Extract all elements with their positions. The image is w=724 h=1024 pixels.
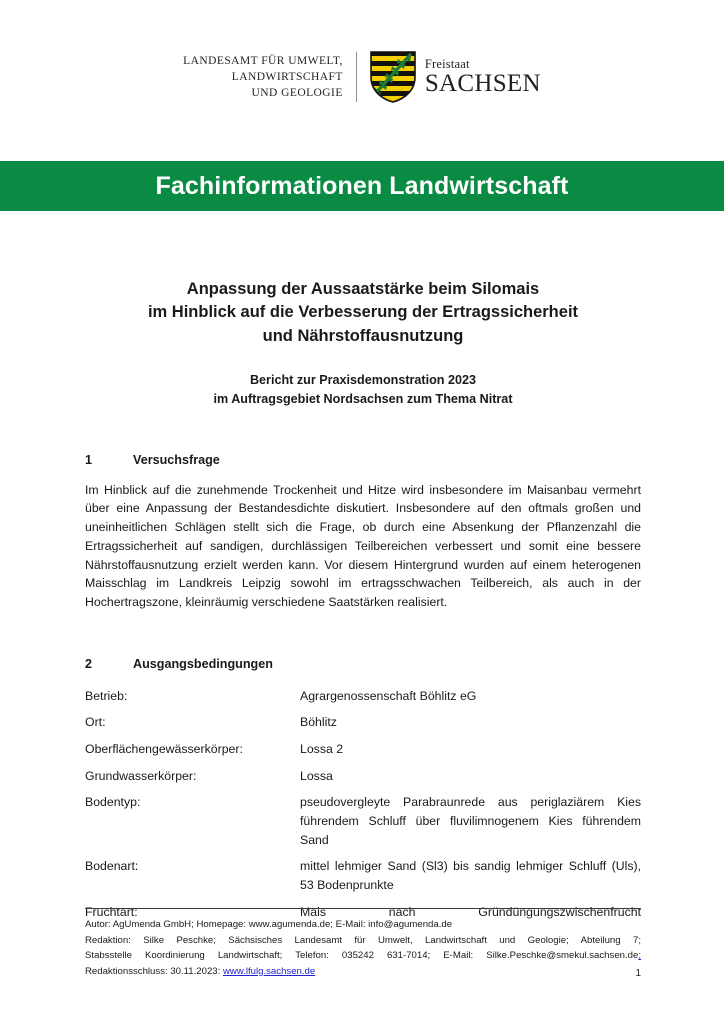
condition-value: mittel lehmiger Sand (Sl3) bis sandig lehmiger Schluff (Uls), 53 Bodenprunkte xyxy=(300,859,641,893)
condition-key: Bodenart: xyxy=(85,859,139,874)
condition-value: Agrargenossenschaft Böhlitz eG xyxy=(300,688,477,703)
conditions-list xyxy=(85,687,641,922)
wordmark-line-3: UND GEOLOGIE xyxy=(251,87,343,100)
footer-deadline-label: Redaktionsschluss: 30.11.2023: xyxy=(85,965,223,977)
list-item xyxy=(85,713,641,732)
document-title-line-1: Anpassung der Aussaatstärke beim Silomais xyxy=(186,280,540,298)
footer-divider xyxy=(85,908,641,909)
state-mark xyxy=(416,58,541,97)
footer-contact-text: Stabsstelle Koordinierung Landwirtschaft; Telefon: 035242 631-7014; E-Mail: Silke.Peschke@smekul.sachsen.de xyxy=(85,950,639,962)
wordmark-line-1: LANDESAMT FÜR UMWELT, xyxy=(183,54,343,67)
footer-line-editor: Redaktion: Silke Peschke; Sächsisches Landesamt für Umwelt, Landwirtschaft und Geologie; Abteilung 7; xyxy=(85,934,641,946)
crest-wrap xyxy=(357,51,416,103)
footer-contact-mail-link[interactable]: ; xyxy=(638,950,641,962)
document-title-line-2: im Hinblick auf die Verbesserung der Ertragssicherheit xyxy=(147,303,579,322)
section-number-1: 1 xyxy=(85,452,93,467)
condition-value: Lossa 2 xyxy=(300,741,344,756)
document-title-line-3: und Nährstoffausnutzung xyxy=(262,326,464,345)
section-paragraph-1: Im Hinblick auf die zunehmende Trockenheit und Hitze wird insbesondere im Maisanbau vermehrt über eine Anpassung der Bestandesdichte diskutiert. Insbesondere auf den oftmals großen und uneinheitlichen Schlägen stellt sich die Frage, ob durch eine Absenkung der Pflanzenzahl die Ertragssicherheit auf sandigen, durchlässigen Teilbereichen verbessert und somit eine bessere Nährstoffausnutzung erzielt werden kann. Vor diesem Hintergrund wurden auf einem heterogenen Maisschlag im Landkreis Leipzig sowohl im ertragsschwachen Teilbereich, als auch in der Hochertragszone, kleinräumig verschiedene Saatstärken realisiert. xyxy=(85,482,641,609)
condition-value: pseudovergleyte Parabraunrede aus periglaziärem Kies führendem Schluff über fluvilimnogenem Kies führendem Sand xyxy=(300,795,641,847)
banner-title: Fachinformationen Landwirtschaft xyxy=(155,171,569,200)
list-item xyxy=(85,740,641,759)
agency-wordmark xyxy=(183,53,356,102)
section-heading-2 xyxy=(85,657,641,671)
page-number: 1 xyxy=(635,968,641,979)
list-item xyxy=(85,857,641,894)
condition-value: Mais nach Gründüngungszwischenfrucht xyxy=(300,904,641,919)
condition-key: Oberflächengewässerkörper: xyxy=(85,741,243,756)
section-title-2: Ausgangsbedingungen xyxy=(133,656,273,671)
green-banner xyxy=(0,161,724,211)
section-heading-1 xyxy=(85,453,641,467)
condition-value: Böhlitz xyxy=(300,715,337,730)
document-subtitle-line-2: im Auftragsgebiet Nordsachsen zum Thema Nitrat xyxy=(213,391,513,406)
state-mark-bottom: SACHSEN xyxy=(424,70,541,98)
footer-website-link[interactable]: www.lfulg.sachsen.de xyxy=(222,965,316,977)
condition-key: Ort: xyxy=(85,715,106,730)
wordmark-line-2: LANDWIRTSCHAFT xyxy=(231,70,343,83)
condition-key: Grundwasserkörper: xyxy=(85,768,197,783)
logo-lockup xyxy=(183,49,541,105)
list-item xyxy=(85,687,641,706)
section-title-1: Versuchsfrage xyxy=(133,452,220,467)
condition-key: Fruchtart: xyxy=(85,904,138,919)
list-item xyxy=(85,793,641,849)
document-content xyxy=(85,278,641,921)
saxony-coat-of-arms-icon xyxy=(370,51,416,103)
document-title xyxy=(85,278,641,348)
document-subtitle-line-1: Bericht zur Praxisdemonstration 2023 xyxy=(249,373,477,388)
page-header xyxy=(0,46,724,108)
section-number-2: 2 xyxy=(85,656,93,671)
state-mark-top: Freistaat xyxy=(424,56,470,71)
list-item xyxy=(85,767,641,786)
document-subtitle xyxy=(85,371,641,408)
footer-line-contact xyxy=(85,948,641,964)
condition-key: Betrieb: xyxy=(85,688,128,703)
condition-key: Bodentyp: xyxy=(85,795,141,810)
condition-value: Lossa xyxy=(300,768,333,783)
footer-line-author: Autor: AgUmenda GmbH; Homepage: www.agumenda.de; E-Mail: info@agumenda.de xyxy=(85,919,453,930)
